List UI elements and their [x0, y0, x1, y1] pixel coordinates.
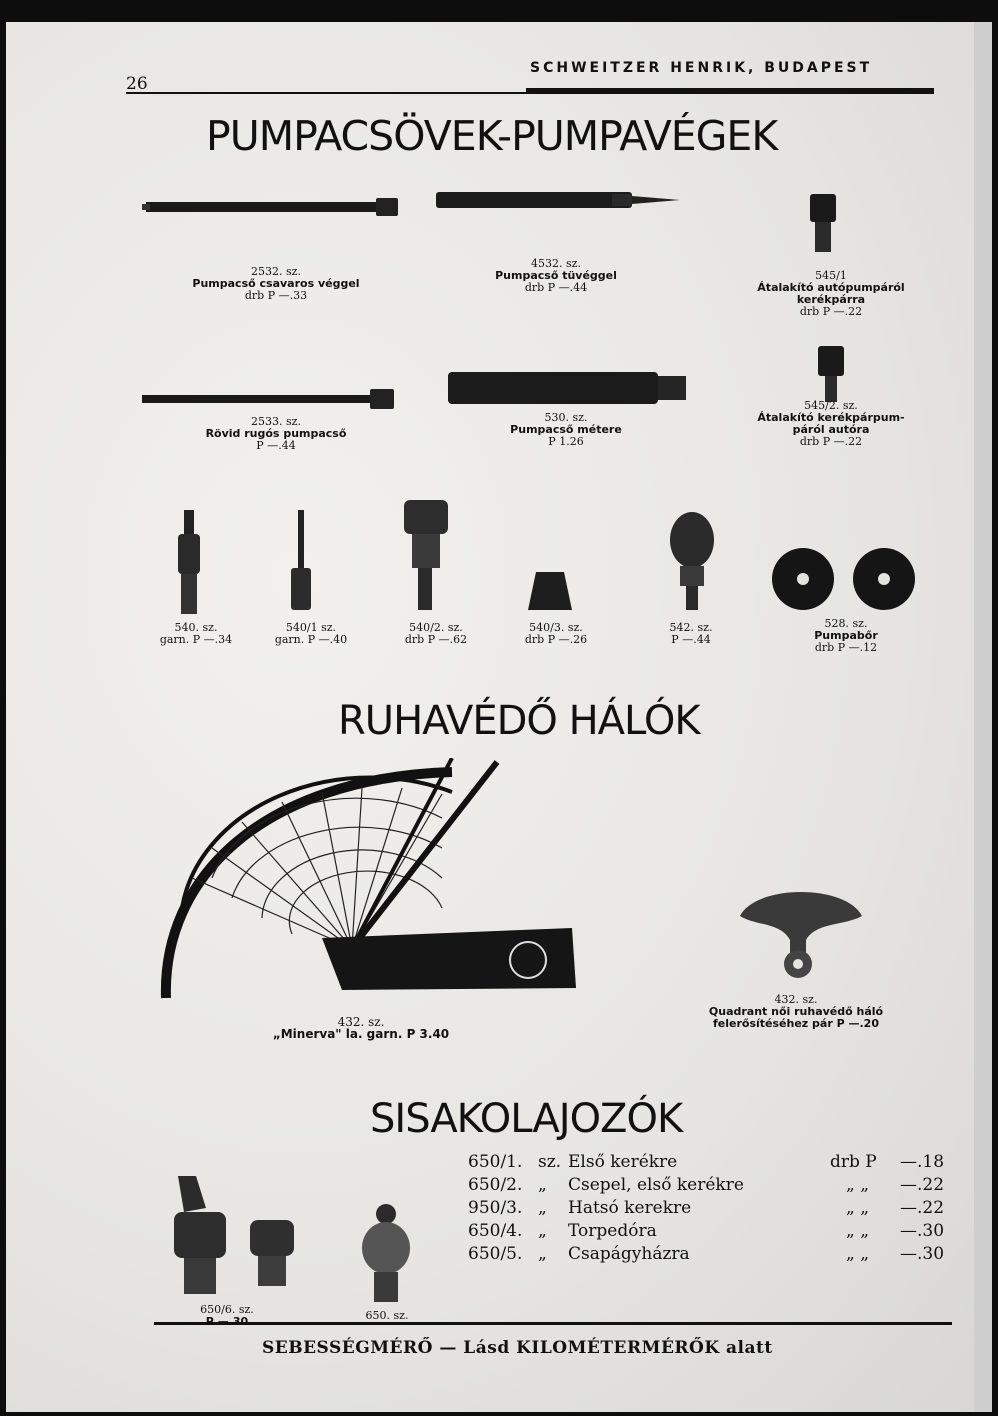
footer-note: SEBESSÉGMÉRŐ — Lásd KILOMÉTERMÉRŐK alatt [262, 1338, 773, 1358]
firm-header: SCHWEITZER HENRIK, BUDAPEST [530, 60, 873, 76]
section-title-pump: PUMPACSÖVEK-PUMPAVÉGEK [206, 112, 778, 160]
section-title-nets: RUHAVÉDŐ HÁLÓK [338, 698, 700, 744]
header-rule-thick [526, 88, 934, 93]
pump-hose-530-image [446, 368, 690, 408]
product-caption-650: 650. sz. [365, 1309, 409, 1322]
valve-540-3-image [526, 558, 574, 612]
product-caption-545-2: 545/2. sz. Átalakító kerékpárpum- páról autóra drb P —.22 [757, 399, 905, 448]
product-caption-542: 542. sz. P —.44 [669, 621, 713, 646]
pump-hose-2533-image [142, 384, 398, 414]
product-caption-432-net: 432. sz. „Minerva" la. garn. P 3.40 [272, 1015, 450, 1041]
product-caption-4532: 4532. sz. Pumpacső tüvéggel drb P —.44 [495, 257, 617, 294]
product-caption-2532: 2532. sz. Pumpacső csavaros véggel drb P —.33 [192, 265, 360, 302]
valve-540-2-image [400, 498, 452, 614]
product-caption-650-6: 650/6. sz. P —.30 [200, 1303, 254, 1328]
page-number: 26 [126, 74, 148, 94]
oiler-price-table [468, 1152, 958, 1267]
product-caption-540: 540. sz. garn. P —.34 [159, 621, 233, 646]
dress-guard-net-image [152, 758, 582, 1008]
table-row: 950/3. „ Hatsó kerekre „ „ —.22 [468, 1198, 945, 1218]
pump-hose-4532-image [432, 184, 682, 216]
product-caption-quadrant: 432. sz. Quadrant női ruhavédő háló felerősítéséhez pár P —.20 [708, 993, 884, 1030]
catalog-page [6, 22, 992, 1412]
product-caption-540-3: 540/3. sz. drb P —.26 [524, 621, 588, 646]
table-row: 650/4. „ Torpedóra „ „ —.30 [468, 1221, 945, 1241]
pump-leather-528-image [770, 546, 920, 612]
adapter-545-2-image [816, 344, 846, 404]
adapter-545-1-image [806, 192, 840, 256]
product-caption-528: 528. sz. Pumpabőr drb P —.12 [814, 617, 878, 654]
valve-540-image [174, 508, 204, 618]
table-row: 650/5. „ Csapágyházra „ „ —.30 [468, 1244, 945, 1264]
oiler-650-image [358, 1202, 414, 1306]
footer-rule [154, 1322, 952, 1325]
product-caption-530: 530. sz. Pumpacső métere P 1.26 [510, 411, 622, 448]
valve-542-image [666, 510, 718, 614]
product-caption-2533: 2533. sz. Rövid rugós pumpacső P —.44 [205, 415, 347, 452]
product-caption-545-1: 545/1 Átalakító autópumpáról kerékpárra drb P —.22 [757, 269, 905, 318]
table-row: 650/1. sz. Első kerékre drb P —.18 [468, 1152, 945, 1172]
product-caption-540-1: 540/1 sz. garn. P —.40 [274, 621, 348, 646]
oiler-650-6-image [166, 1172, 306, 1302]
table-row: 650/2. „ Csepel, első kerékre „ „ —.22 [468, 1175, 945, 1195]
product-caption-540-2: 540/2. sz. drb P —.62 [404, 621, 468, 646]
section-title-oilers: SISAKOLAJOZÓK [370, 1096, 683, 1142]
quadrant-clip-image [736, 882, 866, 982]
pump-hose-2532-image [142, 192, 404, 222]
valve-540-1-image [286, 508, 316, 614]
